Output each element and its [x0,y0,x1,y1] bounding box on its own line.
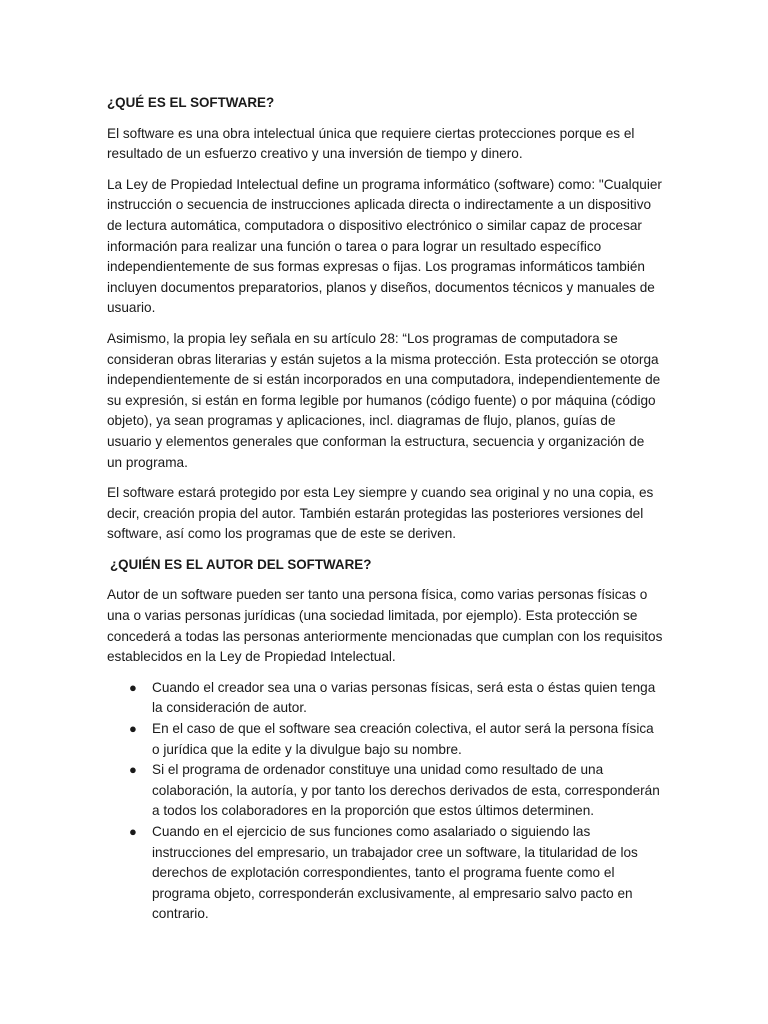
bullet-icon: ● [129,762,137,778]
list-item-text: En el caso de que el software sea creación colectiva, el autor será la persona física o jurídica que la edite y la divulgue bajo su nombre. [152,721,654,757]
list-item-text: Cuando en el ejercicio de sus funciones como asalariado o siguiendo las instrucciones del empresario, un trabajador cree un software, la titularidad de los derechos de explotación correspondientes, tanto el programa fuente como el programa objeto, corresponderán exclusivamente, al empresario salvo pacto en contrario. [152,824,638,922]
list-item [107,760,663,822]
bullet-icon: ● [129,679,137,695]
paragraph-intro: El software es una obra intelectual única que requiere ciertas protecciones porque es el resultado de un esfuerzo creativo y una inversión de tiempo y dinero. [107,125,635,162]
document-page [107,88,663,925]
paragraph-protection-conditions: El software estará protegido por esta Ley siempre y cuando sea original y no una copia, es decir, creación propia del autor. También estarán protegidas las posteriores versiones del software, así como los programas que de este se deriven. [107,485,654,542]
paragraph-article-28: Asimismo, la propia ley señala en su artículo 28: “Los programas de computadora se consideran obras literarias y están sujetos a la misma protección. Esta protección se otorga independientemente de si están incorporados en una computadora, independientemente de su expresión, si están en forma legible por humanos (código fuente) o por máquina (código objeto), ya sean programas y aplicaciones, incl. diagramas de flujo, planos, guías de usuario y elementos generales que conforman la estructura, secuencia y organización de un programa. [107,330,661,470]
section-heading-who-is-author: ¿QUIÉN ES EL AUTOR DEL SOFTWARE? [110,556,372,572]
bullet-icon: ● [129,721,137,737]
list-item [107,719,663,760]
list-item-text: Cuando el creador sea una o varias personas físicas, será esta o éstas quien tenga la consideración de autor. [152,679,656,716]
list-item [107,678,663,719]
bullet-icon: ● [129,824,137,839]
list-item [107,822,663,925]
list-item-text: Si el programa de ordenador constituye una unidad como resultado de una colaboración, la autoría, y por tanto los derechos derivados de esta, corresponderán a todos los colaboradores en la proporción que estos últimos determinen. [152,762,660,819]
paragraph-law-definition: La Ley de Propiedad Intelectual define un programa informático (software) como: "Cualquier instrucción o secuencia de instrucciones aplicada directa o indirectamente a un dispositivo de lectura automática, computadora o dispositivo electrónico o similar capaz de procesar información para realizar una función o tarea o para lograr un resultado específico independientemente de sus formas expresas o fijas. Los programas informáticos también incluyen documentos preparatorios, planos y diseños, documentos técnicos y manuales de usuario. [107,176,662,316]
section-heading-what-is-software: ¿QUÉ ES EL SOFTWARE? [107,95,275,110]
paragraph-author-types: Autor de un software pueden ser tanto una persona física, como varias personas físicas o una o varias personas jurídicas (una sociedad limitada, por ejemplo). Esta protección se concederá a todas las personas anteriormente mencionadas que cumplan con los requisitos establecidos en la Ley de Propiedad Intelectual. [107,587,663,665]
author-cases-list [107,678,663,925]
